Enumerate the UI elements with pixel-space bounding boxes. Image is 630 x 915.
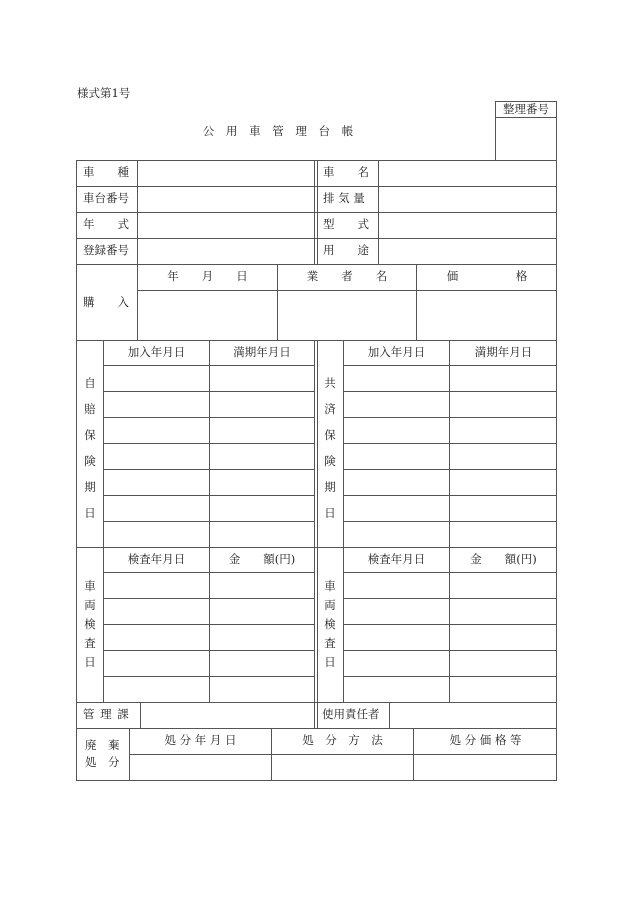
label-toroku: 登録番号 — [83, 243, 129, 257]
shamei-field[interactable] — [379, 161, 556, 186]
disposal-price-header: 処 分 価 格 等 — [449, 733, 522, 747]
toroku-field[interactable] — [138, 239, 314, 264]
nenshiki-field[interactable] — [138, 213, 314, 238]
label-manager: 使用責任者 — [322, 707, 380, 721]
kyosai-label: 共 済 保 険 期 日 — [324, 376, 336, 520]
shashu-field[interactable] — [138, 161, 314, 186]
form-number: 様式第1号 — [77, 86, 131, 100]
inspection-label-left: 車 両 検 査 日 — [84, 579, 96, 669]
label-shamei: 車 名 — [323, 165, 369, 179]
dept-field[interactable] — [141, 703, 314, 728]
label-yoto: 用 途 — [323, 243, 369, 257]
seiri-label: 整理番号 — [503, 102, 549, 116]
kyosai-join-header: 加入年月日 — [367, 345, 426, 359]
jibai-join-header: 加入年月日 — [127, 345, 186, 359]
jibai-entry-grid[interactable] — [104, 366, 314, 547]
jibai-label: 自 賠 保 険 期 日 — [84, 376, 96, 520]
purchase-date-field[interactable] — [138, 291, 277, 340]
purchase-date-header: 年 月 日 — [167, 269, 248, 283]
jibai-expiry-header: 満期年月日 — [233, 345, 291, 359]
disposal-label-1: 廃 棄 — [85, 738, 120, 752]
inspection-label-right: 車 両 検 査 日 — [324, 579, 336, 669]
label-haikiryo: 排 気 量 — [323, 191, 365, 205]
inspection-date-header-left: 検査年月日 — [127, 552, 186, 566]
seiri-input[interactable] — [496, 118, 556, 160]
purchase-price-header: 価 格 — [446, 269, 528, 283]
manager-field[interactable] — [390, 703, 556, 728]
label-nenshiki: 年 式 — [83, 217, 129, 231]
purchase-price-field[interactable] — [417, 291, 556, 340]
page-title: 公 用 車 管 理 台 帳 — [202, 124, 358, 138]
purchase-vendor-header: 業 者 名 — [306, 269, 388, 283]
katashiki-field[interactable] — [379, 213, 556, 238]
disposal-method-field[interactable] — [272, 755, 413, 780]
kyosai-expiry-header: 満期年月日 — [474, 345, 533, 359]
inspection-amount-header-right: 金 額(円) — [470, 552, 537, 566]
disposal-price-field[interactable] — [414, 755, 556, 780]
label-katashiki: 型 式 — [323, 217, 369, 231]
inspection-entry-grid-left[interactable] — [104, 573, 314, 702]
label-purchase: 購 入 — [83, 295, 129, 309]
inspection-date-header-right: 検査年月日 — [367, 552, 426, 566]
disposal-date-field[interactable] — [130, 755, 271, 780]
haikiryo-field[interactable] — [379, 187, 556, 212]
purchase-vendor-field[interactable] — [278, 291, 416, 340]
kyosai-entry-grid[interactable] — [344, 366, 556, 547]
label-shashu: 車 種 — [83, 165, 129, 179]
disposal-date-header: 処 分 年 月 日 — [164, 733, 237, 747]
yoto-field[interactable] — [379, 239, 556, 264]
disposal-method-header: 処 分 方 法 — [302, 733, 383, 747]
inspection-entry-grid-right[interactable] — [344, 573, 556, 702]
label-dept: 管 理 課 — [83, 707, 130, 721]
label-shadai: 車台番号 — [83, 191, 129, 205]
inspection-amount-header-left: 金 額(円) — [228, 552, 296, 566]
disposal-label-2: 処 分 — [85, 755, 120, 769]
shadai-field[interactable] — [138, 187, 314, 212]
